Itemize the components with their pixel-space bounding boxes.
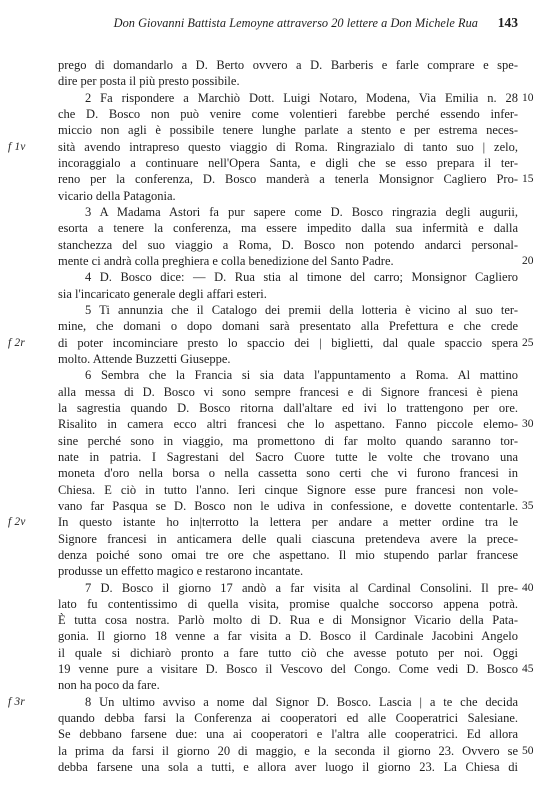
line-text: È tutta cosa nostra. Parlò molto di D. Rua e di Monsignor Vicario della Pata- bbox=[58, 613, 518, 628]
line-text: la prima da farsi il giorno 20 di maggio, e la seconda il giorno 23. Ovvero se bbox=[58, 743, 518, 758]
running-title: Don Giovanni Battista Lemoyne attraverso 20 lettere a Don Michele Rua bbox=[113, 16, 478, 30]
text-line bbox=[58, 253, 534, 269]
text-line bbox=[58, 710, 518, 726]
line-text: lato fu contentissimo di quella visita, promise qualche soccorso appena potrà. bbox=[58, 596, 518, 611]
line-text: la sagrestia quando D. Bosco ritorna dall'altare ed ivi lo trattengono per ore. bbox=[58, 400, 518, 415]
line-text: vano far Pasqua se D. Bosco non le udiva in confessione, e dovette contentarle. bbox=[58, 498, 518, 513]
text-line bbox=[58, 57, 518, 73]
text-line bbox=[58, 563, 518, 579]
text-line bbox=[58, 628, 518, 644]
line-text: Risalito in camera ecco altri francesi che lo aspettano. Fanno piccole elemo- bbox=[58, 417, 518, 432]
text-line bbox=[58, 188, 518, 204]
line-text: 5 Ti annunzia che il Catalogo dei premii della lotteria è vicino al suo ter- bbox=[85, 302, 518, 317]
body-text bbox=[8, 57, 534, 775]
line-number: 10 bbox=[522, 91, 534, 104]
line-text: 6 Sembra che la Francia si sia data l'appuntamento a Roma. Al mattino bbox=[85, 368, 518, 383]
line-text: 4 D. Bosco dice: — D. Rua stia al timone del carro; Monsignor Cagliero bbox=[85, 270, 518, 285]
line-text: dire per posta il più presto possibile. bbox=[58, 74, 240, 89]
text-line bbox=[58, 73, 518, 89]
folio-marker: f 1v bbox=[8, 140, 26, 153]
line-text: molto. Attende Buzzetti Giuseppe. bbox=[58, 351, 231, 366]
page-number: 143 bbox=[497, 15, 518, 30]
line-number: 40 bbox=[522, 581, 534, 594]
line-number: 30 bbox=[522, 418, 534, 431]
line-text: esorta a tenere la conferenza, ma essere impedito dalla sua infermità e dalla bbox=[58, 221, 518, 236]
line-text: gonia. Il giorno 18 venne a far visita a D. Bosco il Cardinale Jacobini Angelo bbox=[58, 629, 518, 644]
text-line bbox=[58, 645, 518, 661]
line-text: moneta d'oro nella borsa o nella cassetta sono certi che vi furono francesi in bbox=[58, 466, 518, 481]
text-line bbox=[58, 531, 518, 547]
line-text: Se debbano farsene due: una ai cooperatori e l'altra alle cooperatrici. Ed allora bbox=[58, 727, 518, 742]
line-text: stanchezza del suo viaggio a Roma, D. Bosco non potendo andarci personal- bbox=[58, 237, 518, 252]
folio-marker: f 2v bbox=[8, 516, 26, 529]
text-line bbox=[58, 677, 518, 693]
line-text: 8 Un ultimo avviso a nome dal Signor D. Bosco. Lascia | a te che decida bbox=[85, 694, 518, 709]
line-text: 7 D. Bosco il giorno 17 andò a far visita al Cardinal Consolini. Il pre- bbox=[85, 580, 518, 595]
line-text: 3 A Madama Astori fa pur sapere come D. Bosco ringrazia degli augurii, bbox=[85, 204, 518, 219]
text-line bbox=[58, 433, 518, 449]
text-line bbox=[58, 482, 518, 498]
text-line bbox=[58, 171, 534, 187]
line-number: 45 bbox=[522, 663, 534, 676]
text-line bbox=[58, 416, 534, 432]
line-text: incoraggialo a continuare nell'Opera Santa, e digli che se esso prepara il ter- bbox=[58, 155, 518, 170]
line-text: il quale si dichiarò pronto a fare tutto ciò che avesse potuto per noi. Oggi bbox=[58, 645, 518, 660]
line-text: produsse un effetto magico e restarono incantate. bbox=[58, 564, 304, 579]
text-line bbox=[58, 269, 518, 285]
line-text: 19 venne pure a visitare D. Bosco il Vescovo del Congo. Come vedi D. Bosco bbox=[58, 662, 518, 677]
text-line bbox=[8, 694, 518, 710]
line-number: 35 bbox=[522, 499, 534, 512]
line-number: 50 bbox=[522, 744, 534, 757]
line-text: mente ci andrà colla preghiera e colla benedizione del Santo Padre. bbox=[58, 253, 394, 268]
text-line bbox=[58, 759, 518, 775]
text-line bbox=[58, 122, 518, 138]
text-line bbox=[58, 220, 518, 236]
line-text: nate in patria. I Sagrestani del Sacro Cuore tutte le volte che trovano una bbox=[58, 449, 518, 464]
text-line bbox=[58, 237, 518, 253]
text-line bbox=[58, 204, 518, 220]
running-header bbox=[58, 12, 518, 36]
line-number: 25 bbox=[522, 336, 534, 349]
text-line bbox=[58, 612, 518, 628]
text-line bbox=[58, 155, 518, 171]
text-line bbox=[58, 465, 518, 481]
line-text: sine perché sono in viaggio, ma promettono di far molto quando saranno tor- bbox=[58, 433, 518, 448]
line-text: vicario della Patagonia. bbox=[58, 188, 176, 203]
text-line bbox=[58, 743, 534, 759]
text-line bbox=[58, 302, 518, 318]
line-text: Chiesa. E ciò in tutto l'anno. Ieri cinque Signore esse pure francesi non vole- bbox=[58, 482, 518, 497]
line-text: debba farsene una sola a tutti, e allora aver luogo il giorno 23. La Chiesa di bbox=[58, 760, 518, 775]
line-number: 20 bbox=[522, 254, 534, 267]
text-line bbox=[58, 318, 518, 334]
line-text: non ha poco da fare. bbox=[58, 678, 160, 693]
text-line bbox=[8, 335, 534, 351]
text-line bbox=[58, 367, 518, 383]
text-line bbox=[58, 106, 518, 122]
line-text: quando debba farsi la Conferenza ai cooperatori ed alle Cooperatrici Salesiane. bbox=[58, 711, 518, 726]
text-line bbox=[58, 286, 518, 302]
text-line bbox=[58, 449, 518, 465]
text-line bbox=[58, 400, 518, 416]
line-text: alla messa di D. Bosco vi sono sempre francesi e di Signore francesi è piena bbox=[58, 384, 518, 399]
line-text: miccio non agli è possibile tenere lunghe parlate a stento e per estrema neces- bbox=[58, 123, 518, 138]
line-text: In questo istante ho in|terrotto la lettera per andare a metter ordine tra le bbox=[58, 515, 518, 530]
text-line bbox=[58, 547, 518, 563]
text-line bbox=[8, 139, 518, 155]
line-text: prego di domandarlo a D. Berto ovvero a D. Barberis e farle comprare e spe- bbox=[58, 58, 518, 72]
text-line bbox=[58, 90, 534, 106]
line-text: mine, che domani o dopo domani sarà presentato alla Prefettura e che crede bbox=[58, 319, 518, 334]
text-line bbox=[58, 726, 518, 742]
text-line bbox=[58, 498, 534, 514]
text-line bbox=[58, 351, 518, 367]
line-text: 2 Fa rispondere a Marchiò Dott. Luigi Notaro, Modena, Via Emilia n. 28 bbox=[85, 90, 518, 105]
folio-marker: f 2r bbox=[8, 336, 26, 349]
line-text: reno per la conferenza, D. Bosco manderà a tenerla Monsignor Cagliero Pro- bbox=[58, 172, 518, 187]
text-line bbox=[58, 596, 518, 612]
line-text: sia l'incaricato generale degli affari esteri. bbox=[58, 286, 267, 301]
folio-marker: f 3r bbox=[8, 695, 26, 708]
text-line bbox=[58, 580, 534, 596]
text-line bbox=[58, 661, 534, 677]
line-text: denza poiché sono omai tre ore che aspettano. Il mio stupendo parlar francese bbox=[58, 547, 518, 562]
line-text: sità avendo intrapreso questo viaggio di Roma. Ringrazialo di tanto suo | zelo, bbox=[58, 139, 518, 154]
line-text: Signore francesi in anticamera delle quali ciascuna pretendeva avere la prece- bbox=[58, 531, 518, 546]
line-number: 15 bbox=[522, 173, 534, 186]
line-text: che D. Bosco non può venire come volentieri farebbe perché essendo infer- bbox=[58, 106, 518, 121]
text-line bbox=[58, 384, 518, 400]
line-text: di poter incominciare presto lo spaccio dei | biglietti, dal quale spaccio spera bbox=[58, 335, 518, 350]
text-line bbox=[8, 514, 518, 530]
